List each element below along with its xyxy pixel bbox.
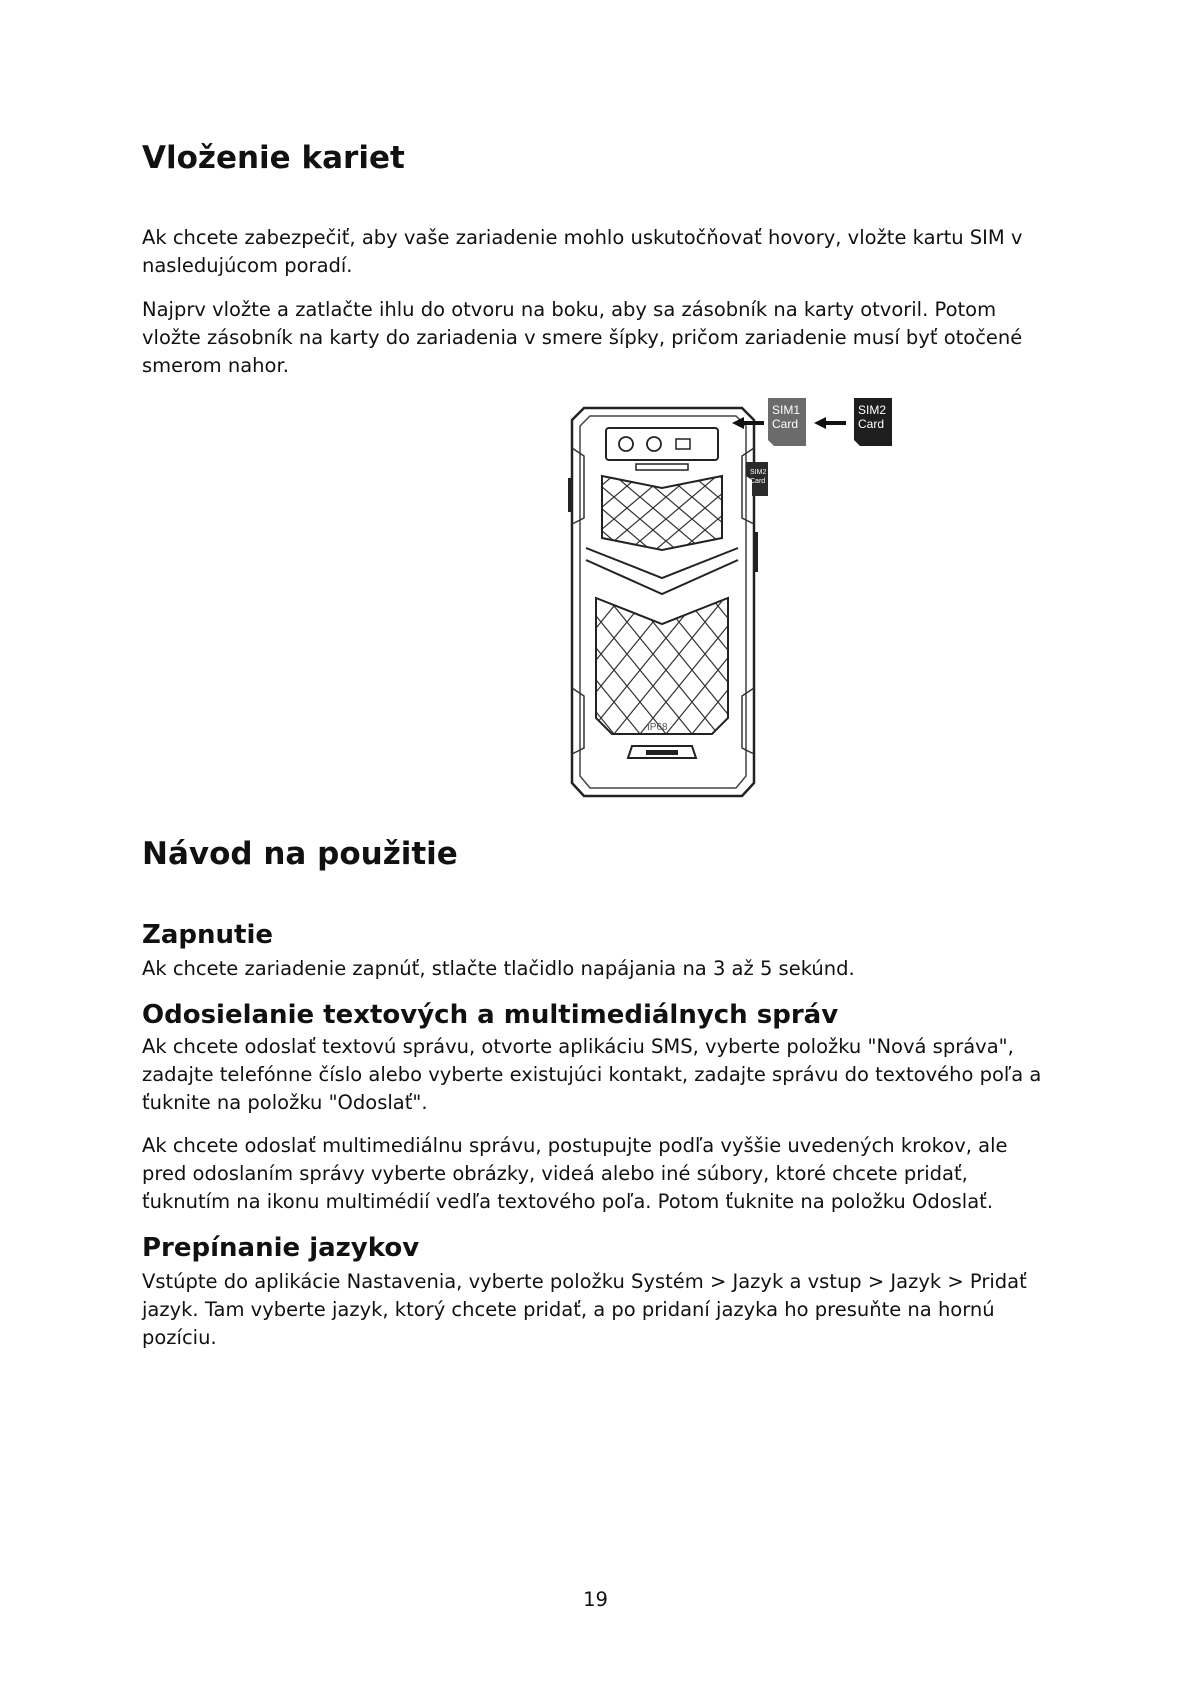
- sim2-card: [854, 398, 892, 446]
- svg-text:Card: Card: [772, 417, 799, 431]
- heading-power-on: Zapnutie: [142, 920, 274, 950]
- paragraph-language-switch: Vstúpte do aplikácie Nastavenia, vyberte položku Systém > Jazyk a vstup > Jazyk > Pridať jazyk. Tam vyberte jazyk, ktorý chcete pridať, a po pridaní jazyka ho presuňte na hornú pozíciu.: [142, 1270, 1027, 1349]
- phone-ip68-mark: IP68: [647, 722, 668, 733]
- page-number: 19: [583, 1588, 608, 1611]
- heading-language-switch: Prepínanie jazykov: [142, 1233, 420, 1263]
- phone-outline: [568, 408, 758, 796]
- paragraph-sms: Ak chcete odoslať textovú správu, otvorte aplikáciu SMS, vyberte položku "Nová správa", zadajte telefónne číslo alebo vyberte existujúci kontakt, zadajte správu do textového poľa a ťuknite na položku "Odoslať".: [142, 1035, 1042, 1114]
- paragraph-tray-instructions: Najprv vložte a zatlačte ihlu do otvoru na boku, aby sa zásobník na karty otvoril. Potom vložte zásobník na karty do zariadenia v smere šípky, pričom zariadenie musí byť otočené smerom nahor.: [142, 298, 1023, 377]
- section-title-card-insertion: Vloženie kariet: [142, 140, 405, 176]
- svg-text:SIM2: SIM2: [858, 403, 887, 417]
- svg-text:SIM2: SIM2: [750, 469, 767, 476]
- phone-sim-insertion-illustration: [562, 398, 922, 808]
- sim1-card: [768, 398, 806, 446]
- svg-text:SIM1: SIM1: [772, 403, 801, 417]
- paragraph-sim-intro: Ak chcete zabezpečiť, aby vaše zariadenie mohlo uskutočňovať hovory, vložte kartu SIM v nasledujúcom poradí.: [142, 226, 1023, 277]
- arrow-left-icon: [814, 417, 846, 429]
- svg-text:Card: Card: [750, 478, 766, 485]
- section-title-usage-guide: Návod na použitie: [142, 836, 458, 872]
- paragraph-mms: Ak chcete odoslať multimediálnu správu, postupujte podľa vyššie uvedených krokov, ale pred odoslaním správy vyberte obrázky, videá alebo iné súbory, ktoré chcete pridať, ťuknutím na ikonu multimédií vedľa textového poľa. Potom ťuknite na položku Odoslať.: [142, 1134, 1008, 1213]
- heading-sending-messages: Odosielanie textových a multimediálnych správ: [142, 1000, 839, 1030]
- svg-text:Card: Card: [858, 417, 885, 431]
- paragraph-power-on: Ak chcete zariadenie zapnúť, stlačte tlačidlo napájania na 3 až 5 sekúnd.: [142, 957, 855, 980]
